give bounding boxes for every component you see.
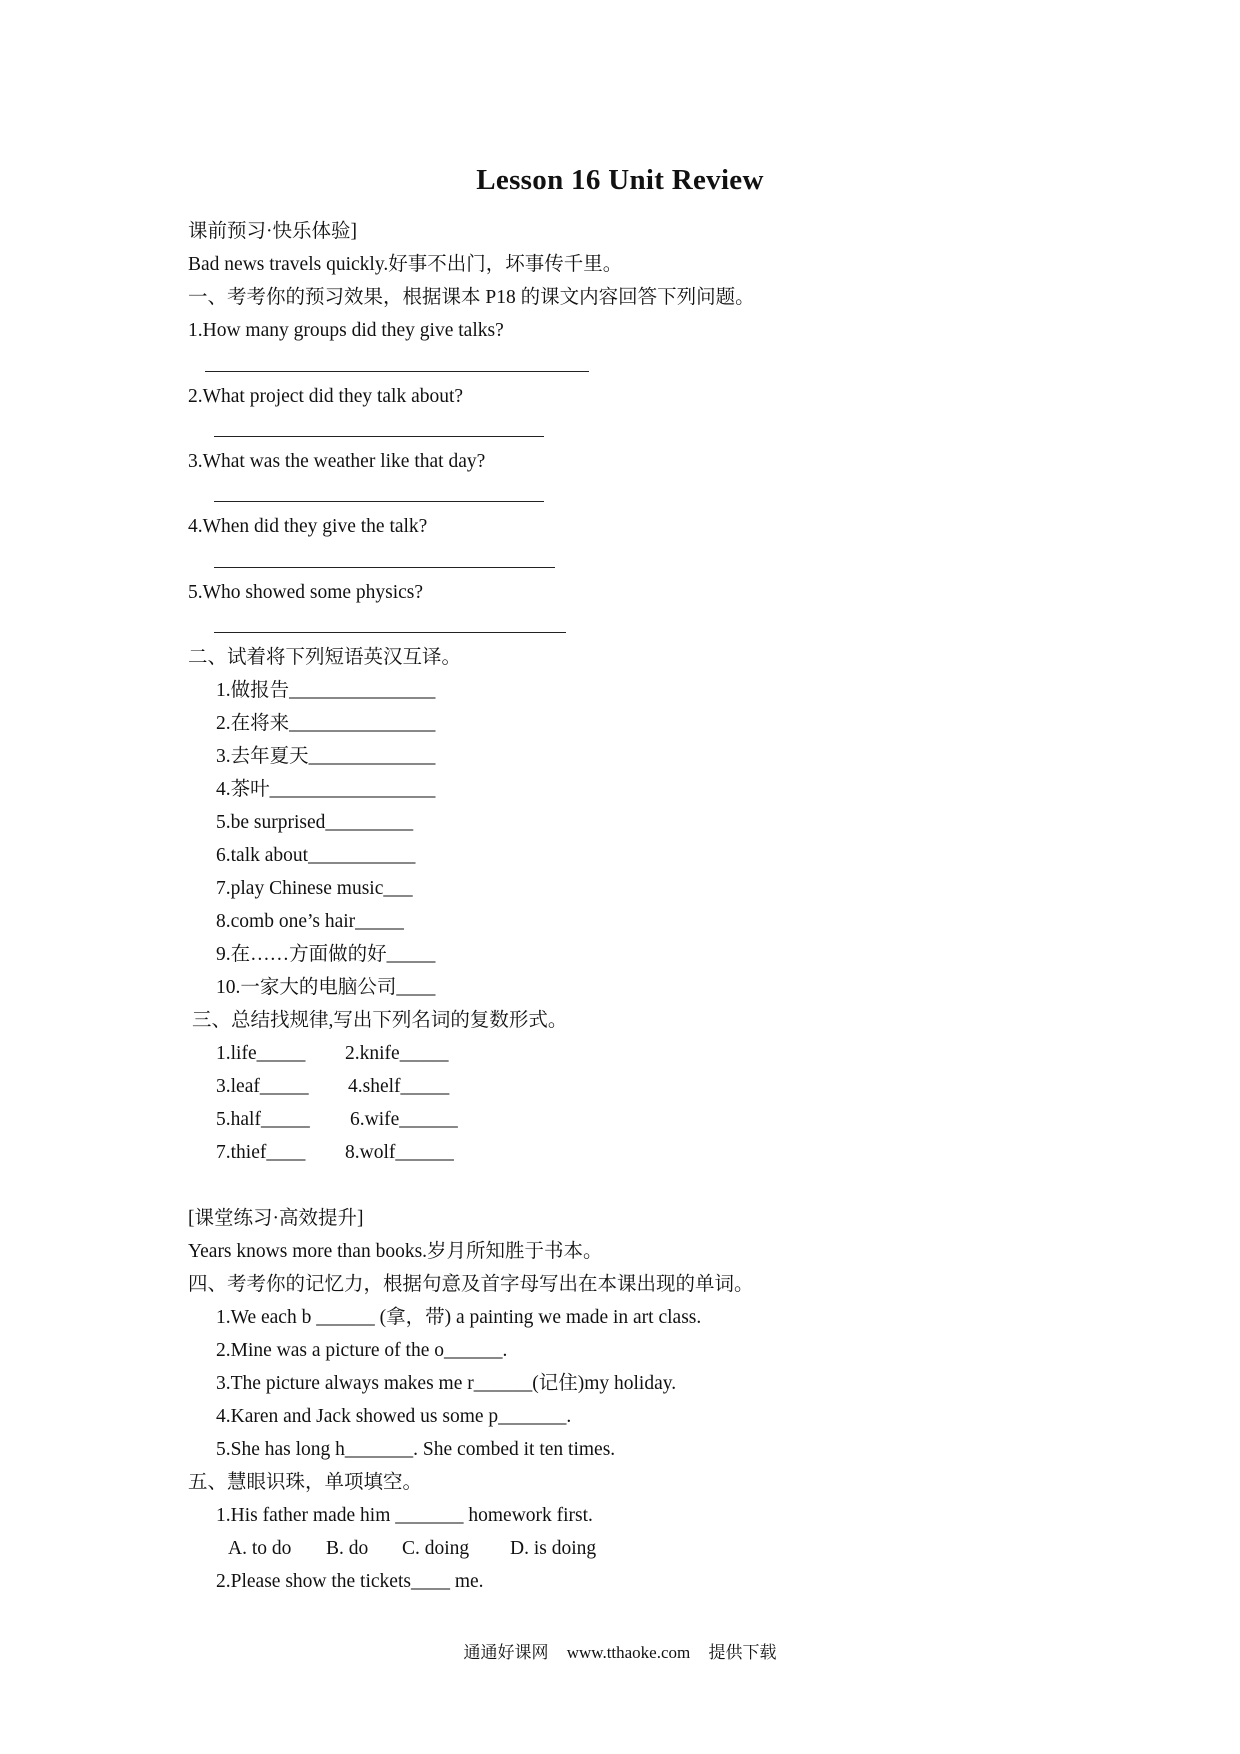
part1-instruction: 一、考考你的预习效果，根据课本 P18 的课文内容回答下列问题。 [188, 287, 755, 308]
lesson-title: Lesson 16 Unit Review [476, 164, 764, 196]
footer-suffix: 提供下载 [708, 1643, 777, 1662]
plural-item: 6.wife______ [350, 1109, 458, 1130]
section-header-class: [课堂练习·高效提升] [188, 1208, 364, 1229]
part2-item: 2.在将来_______________ [216, 713, 436, 734]
footer [0, 1638, 1240, 1663]
plural-item: 4.shelf_____ [348, 1076, 450, 1097]
part4-item: 4.Karen and Jack showed us some p_______. [216, 1406, 572, 1427]
answer-blank[interactable] [214, 567, 555, 568]
part1-question: 1.How many groups did they give talks? [188, 320, 504, 341]
part5-question: 1.His father made him _______ homework first. [216, 1505, 593, 1526]
part1-question: 3.What was the weather like that day? [188, 451, 486, 472]
option-d[interactable]: D. is doing [510, 1538, 597, 1559]
option-a[interactable]: A. to do [228, 1538, 292, 1559]
footer-url[interactable]: www.tthaoke.com [566, 1643, 691, 1662]
proverb-class: Years knows more than books.岁月所知胜于书本。 [188, 1241, 603, 1262]
plural-item: 3.leaf_____ [216, 1076, 309, 1097]
proverb-preview: Bad news travels quickly.好事不出门，坏事传千里。 [188, 254, 623, 275]
footer-site-name: 通通好课网 [463, 1643, 549, 1662]
part4-item: 1.We each b ______ (拿，带) a painting we made in art class. [216, 1307, 702, 1328]
answer-blank[interactable] [214, 501, 544, 502]
answer-blank[interactable] [214, 632, 566, 633]
answer-blank[interactable] [205, 371, 589, 372]
part2-item: 7.play Chinese music___ [216, 878, 413, 899]
part5-question: 2.Please show the tickets____ me. [216, 1571, 484, 1592]
part1-question: 5.Who showed some physics? [188, 582, 424, 603]
plural-item: 1.life_____ [216, 1043, 306, 1064]
plural-item: 8.wolf______ [345, 1142, 454, 1163]
part2-item: 4.茶叶_________________ [216, 779, 436, 800]
part2-item: 8.comb one’s hair_____ [216, 911, 404, 932]
part5-instruction: 五、慧眼识珠，单项填空。 [188, 1472, 423, 1493]
part4-instruction: 四、考考你的记忆力，根据句意及首字母写出在本课出现的单词。 [188, 1274, 754, 1295]
part1-question: 4.When did they give the talk? [188, 516, 428, 537]
part2-item: 10.一家大的电脑公司____ [216, 977, 436, 998]
option-b[interactable]: B. do [326, 1538, 369, 1559]
part2-item: 6.talk about___________ [216, 845, 416, 866]
part4-item: 5.She has long h_______. She combed it ten times. [216, 1439, 616, 1460]
section-header-preview: 课前预习·快乐体验] [188, 221, 357, 242]
answer-blank[interactable] [214, 436, 544, 437]
part1-question: 2.What project did they talk about? [188, 386, 464, 407]
part2-item: 9.在……方面做的好_____ [216, 944, 436, 965]
part2-item: 1.做报告_______________ [216, 680, 436, 701]
plural-item: 7.thief____ [216, 1142, 306, 1163]
option-c[interactable]: C. doing [402, 1538, 470, 1559]
part3-instruction: 三、总结找规律,写出下列名词的复数形式。 [192, 1010, 568, 1031]
plural-item: 2.knife_____ [345, 1043, 449, 1064]
part2-item: 3.去年夏天_____________ [216, 746, 436, 767]
part2-instruction: 二、试着将下列短语英汉互译。 [188, 647, 462, 668]
part2-item: 5.be surprised_________ [216, 812, 414, 833]
plural-item: 5.half_____ [216, 1109, 310, 1130]
part4-item: 3.The picture always makes me r______(记住)my holiday. [216, 1373, 677, 1394]
part4-item: 2.Mine was a picture of the o______. [216, 1340, 508, 1361]
